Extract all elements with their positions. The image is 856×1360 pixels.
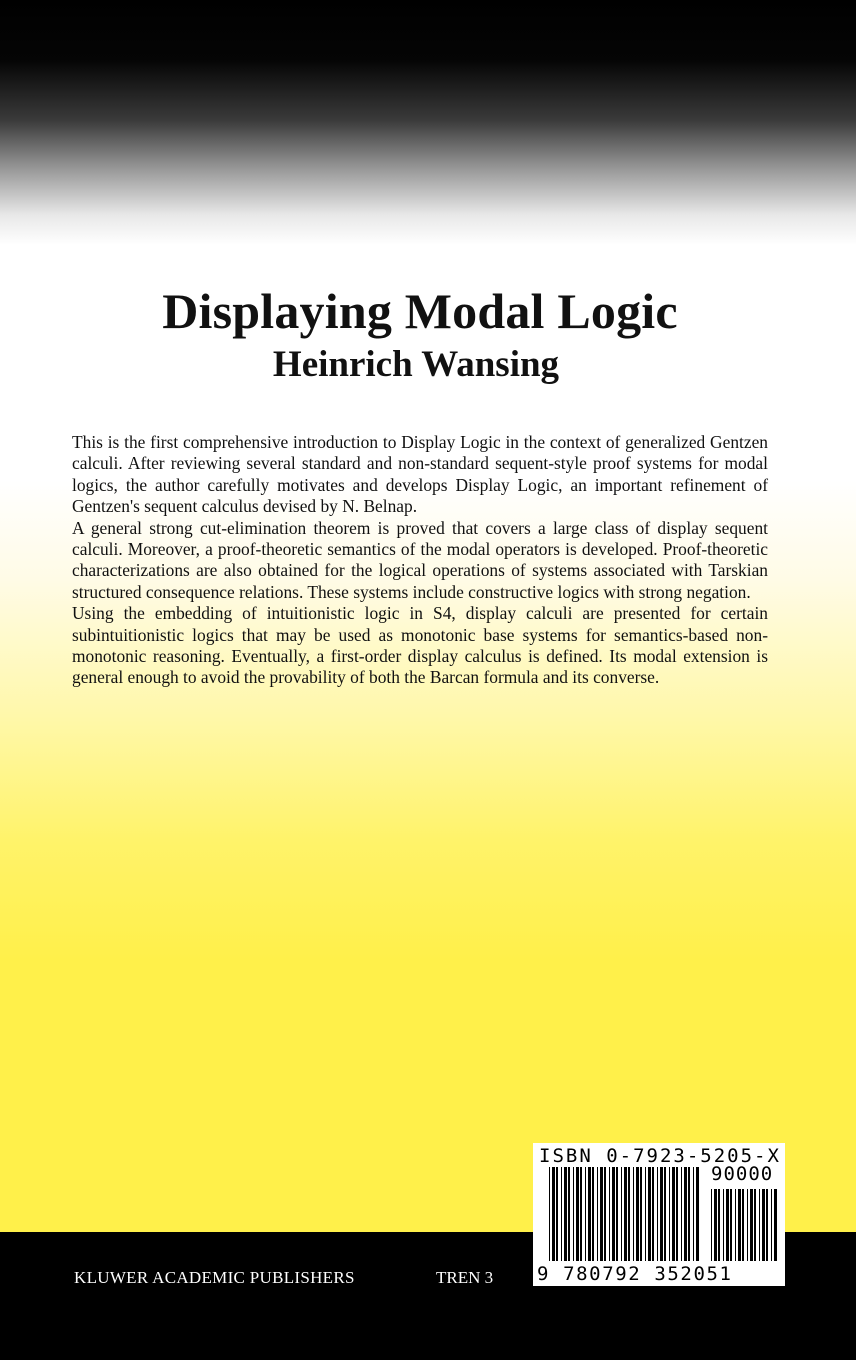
barcode-bar-main-bars-28: [660, 1167, 663, 1261]
barcode-bar-main-bars-7: [576, 1167, 579, 1261]
barcode-bar-main-bars-12: [597, 1167, 598, 1261]
barcode-bar-addon-bars-3: [723, 1189, 724, 1261]
barcode-bar-main-bars-21: [633, 1167, 634, 1261]
barcode-bar-main-bars-23: [640, 1167, 642, 1261]
barcode-bar-main-bars-20: [628, 1167, 630, 1261]
barcode-bar-addon-bars-14: [766, 1189, 768, 1261]
ean-number-text: 9 780792 352051: [537, 1263, 733, 1285]
blurb-paragraph-3: Using the embedding of intuitionistic logic in S4, display calculi are presented for certain subintuitionistic logics that may be used as monotonic base systems for semantics-based non-monotonic reasoning. Eventually, a first-order display calculus is defined. Its modal extension is general enough to avoid the provability of both the Barcan formula and its converse.: [72, 603, 768, 688]
barcode-bar-addon-bars-1: [714, 1189, 717, 1261]
barcode-bar-addon-bars-10: [750, 1189, 753, 1261]
barcode-bar-main-bars-22: [636, 1167, 639, 1261]
barcode-bar-addon-bars-15: [771, 1189, 772, 1261]
barcode-bar-main-bars-2: [556, 1167, 558, 1261]
barcode-bar-main-bars-30: [669, 1167, 670, 1261]
barcode-bar-addon-bars-9: [747, 1189, 748, 1261]
barcode-bar-addon-bars-0: [711, 1189, 712, 1261]
barcode-bar-addon-bars-4: [726, 1189, 729, 1261]
barcode-bar-main-bars-33: [681, 1167, 682, 1261]
barcode-bar-main-bars-5: [568, 1167, 570, 1261]
barcode-bar-main-bars-15: [609, 1167, 610, 1261]
barcode-bar-main-bars-27: [657, 1167, 658, 1261]
barcode-bar-main-bars-18: [621, 1167, 622, 1261]
barcode-bar-addon-bars-13: [762, 1189, 765, 1261]
book-title: Displaying Modal Logic: [162, 282, 678, 339]
blurb-paragraph-2: A general strong cut-elimination theorem is proved that covers a large class of display sequent calculi. Moreover, a proof-theoretic semantics of the modal operators is developed. Proof-theoretic characterizations are also obtained for the logical operations of systems associated with Tarskian structured consequence relations. These systems include constructive logics with strong negation.: [72, 517, 768, 602]
series-code: TREN 3: [436, 1268, 494, 1287]
barcode-bar-main-bars-3: [561, 1167, 562, 1261]
isbn-text: ISBN 0-7923-5205-X: [539, 1145, 781, 1167]
barcode-bar-main-bars-0: [549, 1167, 550, 1261]
barcode-bar-main-bars-31: [672, 1167, 675, 1261]
barcode-bar-main-bars-16: [612, 1167, 615, 1261]
barcode-bar-addon-bars-7: [738, 1189, 741, 1261]
addon-barcode-bars: [711, 1189, 777, 1261]
barcode-bar-main-bars-36: [693, 1167, 694, 1261]
barcode-bar-main-bars-11: [592, 1167, 594, 1261]
barcode-bar-main-bars-37: [696, 1167, 699, 1261]
barcode-bar-main-bars-26: [652, 1167, 654, 1261]
barcode-bar-main-bars-1: [552, 1167, 555, 1261]
barcode-bar-main-bars-17: [616, 1167, 618, 1261]
barcode-bar-main-bars-19: [624, 1167, 627, 1261]
barcode-bar-main-bars-35: [688, 1167, 690, 1261]
author-name: Heinrich Wansing: [272, 344, 560, 385]
barcode-bar-addon-bars-2: [718, 1189, 720, 1261]
barcode-bar-main-bars-29: [664, 1167, 666, 1261]
barcode-bar-main-bars-34: [684, 1167, 687, 1261]
blurb-paragraph-1: This is the first comprehensive introduction to Display Logic in the context of generalized Gentzen calculi. After reviewing several standard and non-standard sequent-style proof systems for modal logics, the author carefully motivates and develops Display Logic, an important refinement of Gentzen's sequent calculus devised by N. Belnap.: [72, 432, 768, 517]
barcode-box: [533, 1143, 785, 1286]
price-code-text: 90000: [711, 1163, 774, 1185]
barcode-bar-main-bars-13: [600, 1167, 603, 1261]
barcode-bar-main-bars-24: [645, 1167, 646, 1261]
barcode-bar-main-bars-4: [564, 1167, 567, 1261]
barcode-bar-addon-bars-11: [754, 1189, 756, 1261]
barcode-bar-main-bars-9: [585, 1167, 586, 1261]
barcode-bar-main-bars-14: [604, 1167, 606, 1261]
ean-barcode-bars: [549, 1167, 699, 1261]
barcode-bar-addon-bars-6: [735, 1189, 736, 1261]
barcode-bar-main-bars-6: [573, 1167, 574, 1261]
publisher-name: KLUWER ACADEMIC PUBLISHERS: [74, 1268, 355, 1287]
barcode-bar-addon-bars-12: [759, 1189, 760, 1261]
barcode-bar-addon-bars-5: [730, 1189, 732, 1261]
barcode-bar-main-bars-32: [676, 1167, 678, 1261]
barcode-bar-main-bars-10: [588, 1167, 591, 1261]
barcode-bar-main-bars-8: [580, 1167, 582, 1261]
barcode-bar-main-bars-25: [648, 1167, 651, 1261]
description-blurb: [72, 432, 768, 689]
barcode-bar-addon-bars-8: [742, 1189, 744, 1261]
barcode-bar-addon-bars-16: [774, 1189, 777, 1261]
